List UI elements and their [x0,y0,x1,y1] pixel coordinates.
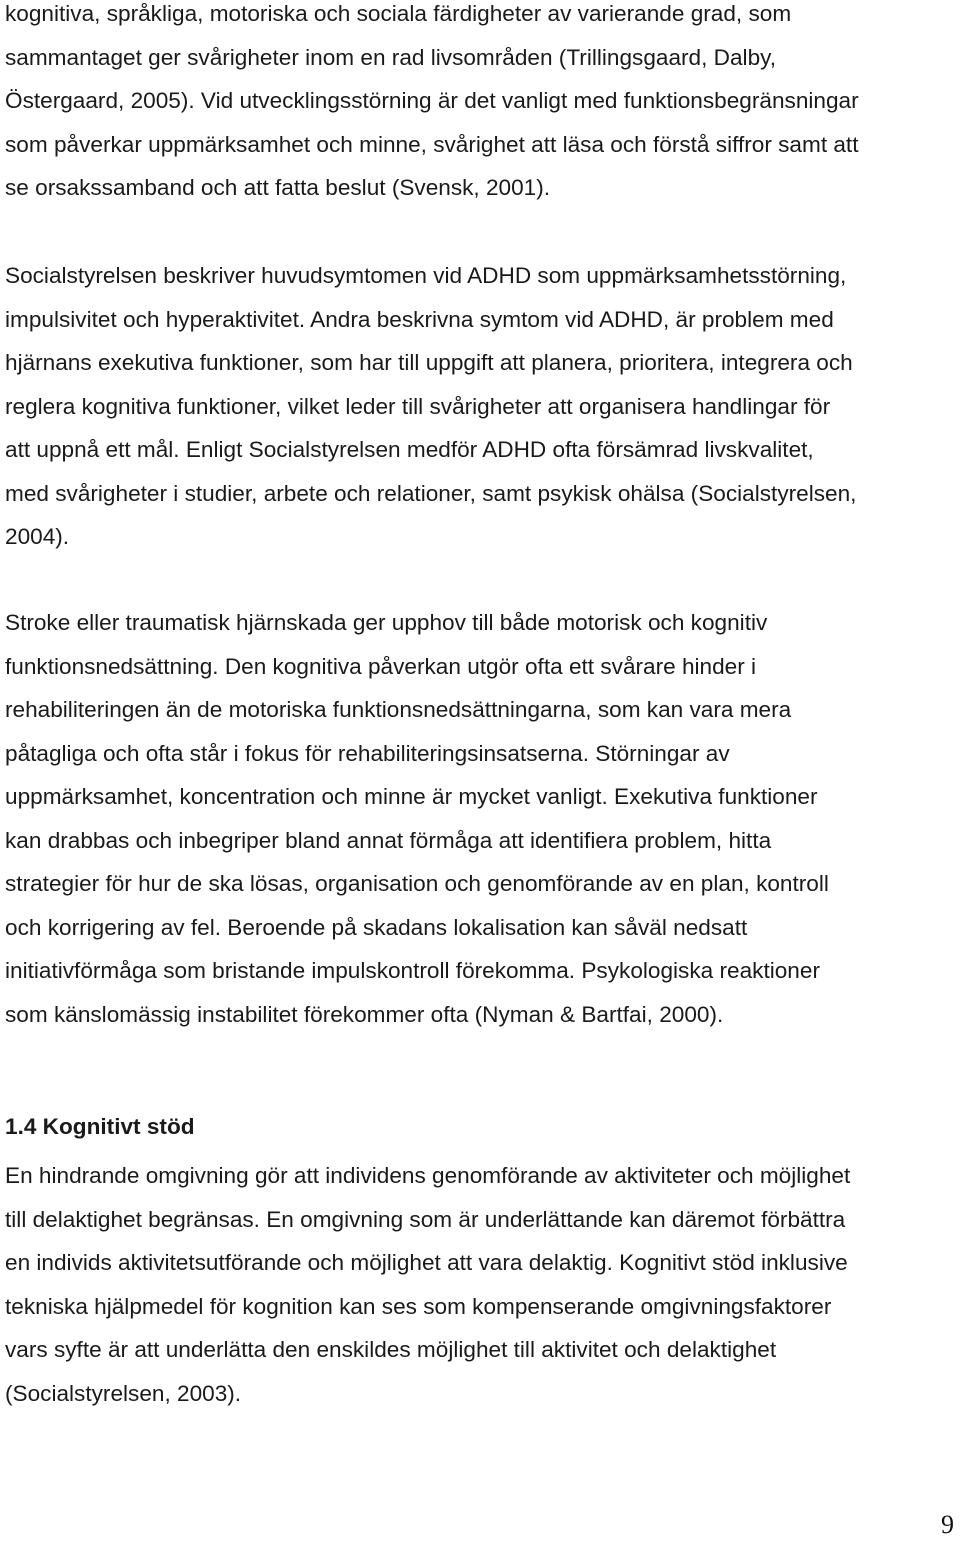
text-line: att uppnå ett mål. Enligt Socialstyrelsen medför ADHD ofta försämrad livskvalitet, [5,437,814,462]
text-line: sammantaget ger svårigheter inom en rad livsområden (Trillingsgaard, Dalby, [5,44,777,70]
paragraph-cognitive-support [5,1154,960,1415]
text-line: rehabiliteringen än de motoriska funktionsnedsättningarna, som kan vara mera [5,697,792,722]
text-line: Stroke eller traumatisk hjärnskada ger upphov till både motorisk och kognitiv [5,610,768,635]
text-line: (Socialstyrelsen, 2003). [5,1380,242,1406]
text-line: hjärnans exekutiva funktioner, som har till uppgift att planera, prioritera, integrera och [5,350,853,375]
text-line: en individs aktivitetsutförande och möjlighet att vara delaktig. Kognitivt stöd inklusive [5,1250,848,1275]
text-line: kognitiva, språkliga, motoriska och sociala färdigheter av varierande grad, som [5,1,792,26]
text-line: med svårigheter i studier, arbete och relationer, samt psykisk ohälsa (Socialstyrelsen, [5,480,857,506]
text-line: se orsakssamband och att fatta beslut (Svensk, 2001). [5,175,551,200]
section-heading: 1.4 Kognitivt stöd [5,1114,195,1139]
text-line: 2004). [5,524,70,549]
paragraph-stroke [5,601,960,1036]
text-line: uppmärksamhet, koncentration och minne är mycket vanligt. Exekutiva funktioner [5,784,818,809]
text-line: kan drabbas och inbegriper bland annat förmåga att identifiera problem, hitta [5,827,772,853]
paragraph-adhd [5,254,960,559]
text-line: funktionsnedsättning. Den kognitiva påverkan utgör ofta ett svårare hinder i [5,653,757,679]
text-line: till delaktighet begränsas. En omgivning som är underlättande kan däremot förbättra [5,1206,846,1232]
text-line: som känslomässig instabilitet förekommer ofta (Nyman & Bartfai, 2000). [5,1001,724,1027]
text-line: vars syfte är att underlätta den enskildes möjlighet till aktivitet och delaktighet [5,1337,777,1362]
text-line: reglera kognitiva funktioner, vilket leder till svårigheter att organisera handlingar för [5,393,831,419]
text-line: Socialstyrelsen beskriver huvudsymtomen vid ADHD som uppmärksamhetsstörning, [5,263,847,288]
text-line: och korrigering av fel. Beroende på skadans lokalisation kan såväl nedsatt [5,914,748,940]
text-line: Östergaard, 2005). Vid utvecklingsstörning är det vanligt med funktionsbegränsningar [5,88,859,113]
text-line: initiativförmåga som bristande impulskontroll förekomma. Psykologiska reaktioner [5,958,820,983]
text-line: impulsivitet och hyperaktivitet. Andra beskrivna symtom vid ADHD, är problem med [5,306,834,332]
text-line: påtagliga och ofta står i fokus för rehabiliteringsinsatserna. Störningar av [5,740,730,766]
text-line: som påverkar uppmärksamhet och minne, svårighet att läsa och förstå siffror samt att [5,131,859,157]
text-line: tekniska hjälpmedel för kognition kan ses som kompenserande omgivningsfaktorer [5,1293,832,1319]
text-line: En hindrande omgivning gör att individens genomförande av aktiviteter och möjlighet [5,1163,851,1188]
page-number: 9 [941,1510,954,1539]
text-line: strategier för hur de ska lösas, organisation och genomförande av en plan, kontroll [5,871,829,896]
paragraph-intellectual-disability [5,0,960,210]
